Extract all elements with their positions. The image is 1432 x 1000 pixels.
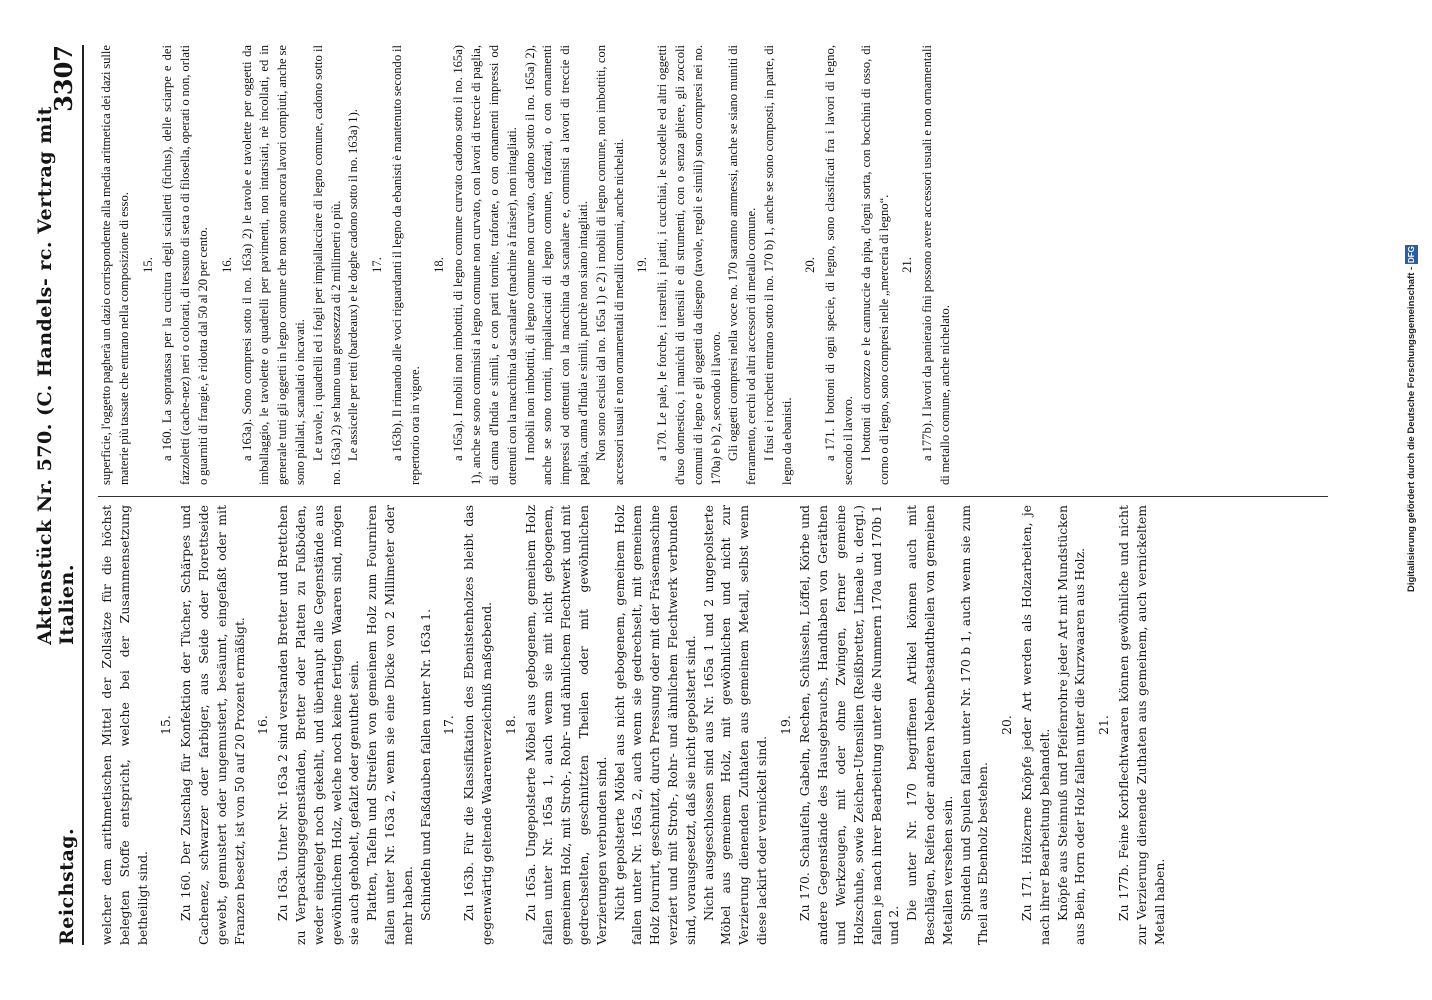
italian-column bbox=[98, 45, 955, 485]
german-paragraph: Zu 160. Der Zuschlag für Konfektion der Tücher, Schärpes und Cachenez, schwarzer oder farbiger, aus Seide oder Florettseide gewebt, gemustert oder ungemustert, besäumt, eingefaßt oder mit Franzen besetzt, ist von 50 auf 20 Prozent ermäßigt. bbox=[178, 505, 247, 945]
german-paragraph: Zu 163a. Unter Nr. 163a 2 sind verstanden Bretter und Brettchen zu Verpackungsgegenständen, Bretter oder Platten zu Fußböden, weder eingelegt noch gekehlt, und überhaupt alle Gegenstände aus gewöhnlichem Holz, welche noch keine fertigen Waaren sind, mögen sie auch gehobelt, gefalzt oder genuthet sein. bbox=[275, 505, 362, 945]
page-header bbox=[34, 45, 84, 945]
italian-paragraph: I mobili non imbottiti, di legno comune non curvato, cadono sotto il no. 165a) 2), anche se sono torniti, impiallacciati di legno comune, traforati, o con ornamenti impressi od ottenuti con la macchina da scanalare e, commisti a lavori di treccie di paglia, canna d'India e simili, purchè non siano intagliati. bbox=[522, 45, 590, 485]
german-paragraph: Nicht ausgeschlossen sind aus Nr. 165a 1 und 2 ungepolsterte Möbel aus gemeinem Holz, mit gewöhnlichen und nicht zur Verzierung dienenden Zuthaten aus gemeinem Metall, selbst wenn diese lackirt oder vernickelt sind. bbox=[700, 505, 769, 945]
italian-paragraph: a 160. La sopratassa per la cucitura degli scialletti (fichus), delle sciarpe e dei fazzoletti (cache-nez) neri o colorati, di tessuto di seta o di filosella, operati o non, orlati o guarniti di frangie, è ridotta dal 50 al 20 per cento. bbox=[160, 45, 210, 485]
german-paragraph: Spindeln und Spulen fallen unter Nr. 170 b 1, auch wenn sie zum Theil aus Ebenholz bestehen. bbox=[957, 505, 991, 945]
italian-paragraph: Le tavole, i quadrelli ed i fogli per impiallacciare di legno comune, cadono sotto il no. 163a) 2) se hanno una grossezza di 2 millimetri o più. bbox=[310, 45, 343, 485]
italian-paragraph: Non sono esclusi dal no. 165a 1) e 2) i mobili di legno comune, non imbottiti, con accessori usuali e non ornamentali di metalli comuni, anche nichelati. bbox=[593, 45, 626, 485]
dfg-logo: DFG bbox=[1407, 246, 1416, 264]
italian-section-number: 19. bbox=[635, 257, 650, 273]
italian-intro: superficie, l'oggetto pagherà un dazio corrispondente alla media aritmetica dei dazi sulle materie più tassate che entrano nella composizione di esso. bbox=[99, 45, 131, 485]
digitization-text: Digitalisierung gefördert durch die Deutsche Forschungsgemeinschaft - bbox=[1406, 266, 1417, 592]
german-section-number: 21. bbox=[1096, 715, 1112, 735]
german-section-number: 15. bbox=[158, 715, 174, 735]
german-section-number: 17. bbox=[441, 715, 457, 735]
german-column bbox=[98, 505, 1168, 945]
italian-section-number: 18. bbox=[431, 257, 446, 273]
digitization-note bbox=[1405, 12, 1425, 592]
italian-paragraph: a 170. Le pale, le forche, i rastrelli, i piatti, i cucchiai, le scodelle ed altri oggetti d'uso domestico, i manichi di utensili e di strumenti, con o senza ghiere, gli zoccoli comuni di legno e gli oggetti da disegno (tavole, regoli e simili) sono compresi nei no. 170a) e b) 2, secondo il lavoro. bbox=[655, 45, 723, 485]
italian-section-number: 17. bbox=[370, 257, 385, 273]
header-left: Reichstag. bbox=[56, 827, 78, 945]
header-title: Aktenstück Nr. 570. (C. Handels- rc. Vertrag mit Italien. bbox=[34, 106, 78, 645]
german-paragraph: Die unter Nr. 170 begriffenen Artikel können auch mit Beschlägen, Reifen oder anderen Nebenbestandtheilen von gemeinen Metallen versehen sein. bbox=[904, 505, 955, 945]
german-paragraph: Zu 170. Schaufeln, Gabeln, Rechen, Schüsseln, Löffel, Körbe und andere Gegenstände des Hausgebrauchs, Handhaben von Geräthen und Werkzeugen, mit oder ohne Zwingen, ferner gemeine Holzschuhe, sowie Zeichen-Utensilien (Reißbretter, Lineale u. dergl.) fallen je nach ihrer Bearbeitung unter die Nummern 170a und 170b 1 und 2. bbox=[797, 505, 902, 945]
italian-paragraph: a 163a). Sono compresi sotto il no. 163a) 2) le tavole e tavolette per oggetti da imballaggio, le tavolette o quadrelli per pavimenti, non intarsiati, nè incollati, ed in generale tutti gli oggetti in legno comune che non sono ancora lavori compiuti, anche se sono piallati, scanalati o incavati. bbox=[239, 45, 307, 485]
italian-section-number: 20. bbox=[803, 257, 818, 273]
german-paragraph: Zu 163b. Für die Klassifikation des Ebenistenholzes bleibt das gegenwärtig geltende Waarenverzeichniß maßgebend. bbox=[461, 505, 494, 945]
page-number: 3307 bbox=[49, 45, 78, 112]
column-divider bbox=[98, 496, 1328, 497]
italian-paragraph: Gli oggetti compresi nella voce no. 170 saranno ammessi, anche se siano muniti di ferramento, cerchi od altri accessori di metallo comune. bbox=[726, 45, 759, 485]
italian-paragraph: a 165a). I mobili non imbottiti, di legno comune curvato cadono sotto il no. 165a) 1), anche se sono commisti a legno comune non curvato, con lavori di treccie di paglia, di canna d'India e simili, e con parti tornite, traforate, o con ornamenti impressi od ottenuti con la macchina da scanalare (machine à fraiser), non intagliati. bbox=[451, 45, 519, 485]
german-section-number: 19. bbox=[777, 715, 793, 735]
german-paragraph: Nicht gepolsterte Möbel aus nicht gebogenem, gemeinem Holz fallen unter Nr. 165a 2, auch wenn sie gedrechselt, mit gemeinem Holz fournirt, geschnitzt, durch Pressung oder mit der Fräsemaschine verziert und mit Stroh-, Rohr- und ähnlichem Flechtwerk verbunden sind, vorausgesetzt, daß sie nicht gepolstert sind. bbox=[611, 505, 698, 945]
italian-paragraph: I fusi e i rocchetti entrano sotto il no. 170 b) 1, anche se sono composti, in parte, di legno da ebanisti. bbox=[761, 45, 794, 485]
italian-section-number: 21. bbox=[900, 257, 915, 273]
german-section-number: 18. bbox=[502, 715, 518, 735]
german-paragraph: Knöpfe aus Steinnuß und Pfeifenrohre jeder Art mit Mundstücken aus Bein, Horn oder Holz fallen unter die Kurzwaaren aus Holz. bbox=[1054, 505, 1088, 945]
german-paragraph: Zu 177b. Feine Korbflechtwaaren können gewöhnliche und nicht zur Verzierung dienende Zuthaten aus gemeinem, auch vernickeltem Metall haben. bbox=[1116, 505, 1167, 945]
german-section-number: 16. bbox=[255, 715, 271, 735]
german-intro: welcher dem arithmetischen Mittel der Zollsätze für die höchst belegten Stoffe entspricht, welche bei der Zusammensetzung betheiligt sind. bbox=[99, 505, 150, 945]
german-section-number: 20. bbox=[999, 715, 1015, 735]
german-paragraph: Schindeln und Faßdauben fallen unter Nr. 163a 1. bbox=[417, 608, 433, 921]
italian-paragraph: a 171. I bottoni di ogni specie, di legno, sono classificati fra i lavori di legno, secondo il lavoro. bbox=[823, 45, 856, 485]
italian-paragraph: a 177b). I lavori da panieraio fini possono avere accessori usuali e non ornamentali di metallo comune, anche nichelato. bbox=[920, 45, 953, 485]
german-paragraph: Zu 171. Hölzerne Knöpfe jeder Art werden als Holzarbeiten, je nach ihrer Bearbeitung behandelt. bbox=[1019, 505, 1052, 945]
italian-paragraph: Le assicelle per tetti (bardeaux) e le doghe cadono sotto il no. 163a) 1). bbox=[346, 109, 361, 461]
german-paragraph: Zu 165a. Ungepolsterte Möbel aus gebogenem, gemeinem Holz fallen unter Nr. 165a 1, auch wenn sie mit nicht gebogenem, gemeinem Holz, mit Stroh-, Rohr- und ähnlichem Flechtwerk und mit gedrechselten, geschnitzten Theilen oder mit gewöhnlichen Verzierungen verbunden sind. bbox=[522, 505, 609, 945]
italian-paragraph: I bottoni di corozzo e le cannuccie da pipa, d'ogni sorta, con bocchini di osso, di corno o di legno, sono compresi nelle „merceria di legno“. bbox=[858, 45, 891, 485]
italian-section-number: 16. bbox=[219, 257, 234, 273]
italian-section-number: 15. bbox=[140, 257, 155, 273]
italian-paragraph: a 163b). Il rimando alle voci riguardanti il legno da ebanisti è mantenuto secondo il repertorio ora in vigore. bbox=[389, 45, 422, 485]
german-paragraph: Platten, Tafeln und Streifen von gemeinem Holz zum Fourniren fallen unter Nr. 163a 2, wenn sie eine Dicke von 2 Millimeter oder mehr haben. bbox=[364, 505, 415, 945]
